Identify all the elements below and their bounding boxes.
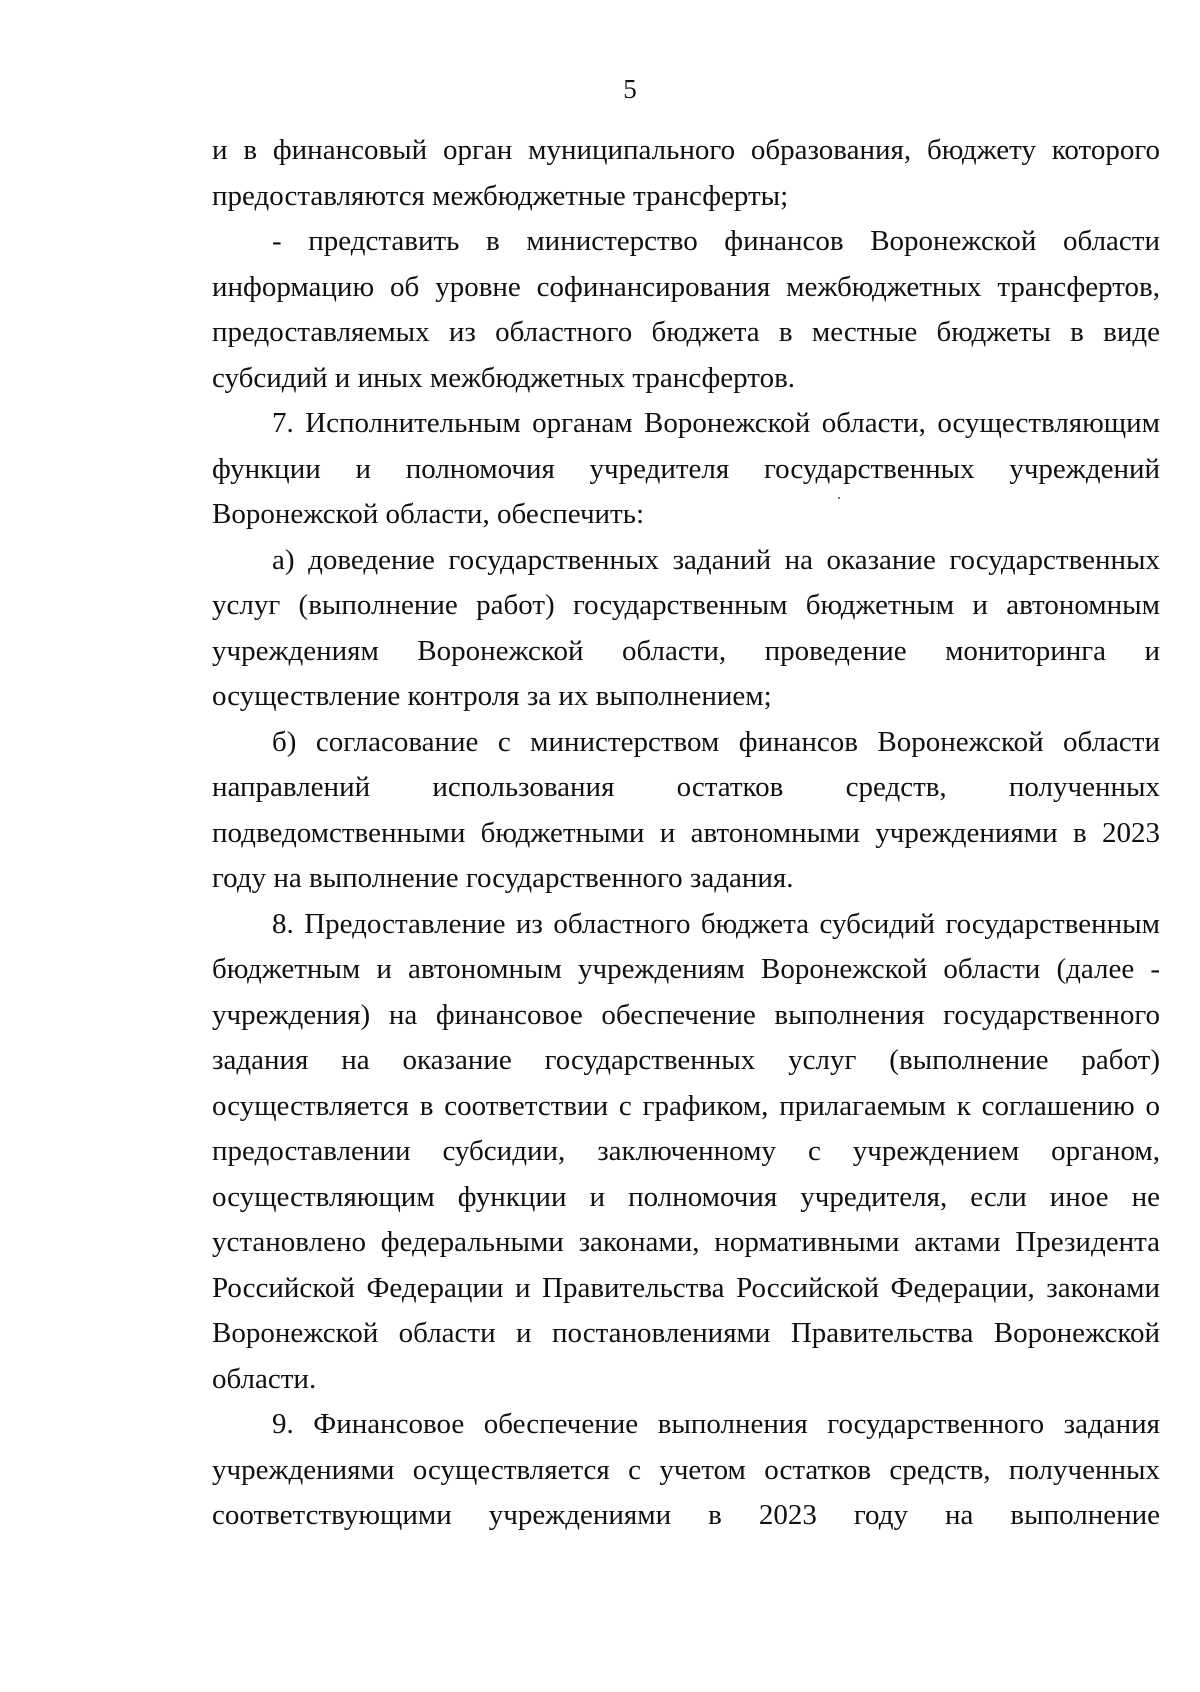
paragraph-item-7: 7. Исполнительным органам Воронежской области, осуществляющим функции и полномочия учредителя государственных учреждений Воронежской области, обеспечить: — [212, 407, 1160, 530]
paragraph-dash-item: - представить в министерство финансов Воронежской области информацию об уровне софинансирования межбюджетных трансфертов, предоставляемых из областного бюджета в местные бюджеты в виде субсидий и иных межбюджетных трансфертов. — [212, 225, 1160, 394]
paragraph-item-7a: а) доведение государственных заданий на оказание государственных услуг (выполнение работ) государственным бюджетным и автономным учреждениям Воронежской области, проведение мониторинга и осуществление контроля за их выполнением; — [212, 543, 1160, 712]
paragraph-item-9: 9. Финансовое обеспечение выполнения государственного задания учреждениями осуществляется с учетом остатков средств, полученных соответствующими учреждениями в 2023 году на выполнение — [212, 1408, 1160, 1531]
document-body — [212, 128, 1160, 1539]
paragraph-item-7b: б) согласование с министерством финансов Воронежской области направлений использования остатков средств, полученных подведомственными бюджетными и автономными учреждениями в 2023 году на выполнение государственного задания. — [212, 725, 1160, 894]
paragraph-item-8: 8. Предоставление из областного бюджета субсидий государственным бюджетным и автономным учреждениям Воронежской области (далее - учреждения) на финансовое обеспечение выполнения государственного задания на оказание государственных услуг (выполнение работ) осуществляется в соответствии с графиком, прилагаемым к соглашению о предоставлении субсидии, заключенному с учреждением органом, осуществляющим функции и полномочия учредителя, если иное не установлено федеральными законами, нормативными актами Президента Российской Федерации и Правительства Российской Федерации, законами Воронежской области и постановлениями Правительства Воронежской области. — [212, 907, 1160, 1395]
page-number: 5 — [623, 74, 637, 104]
paragraph-continuation: и в финансовый орган муниципального образования, бюджету которого предоставляются межбюджетные трансферты; — [212, 134, 1160, 212]
scan-speck — [838, 497, 840, 499]
